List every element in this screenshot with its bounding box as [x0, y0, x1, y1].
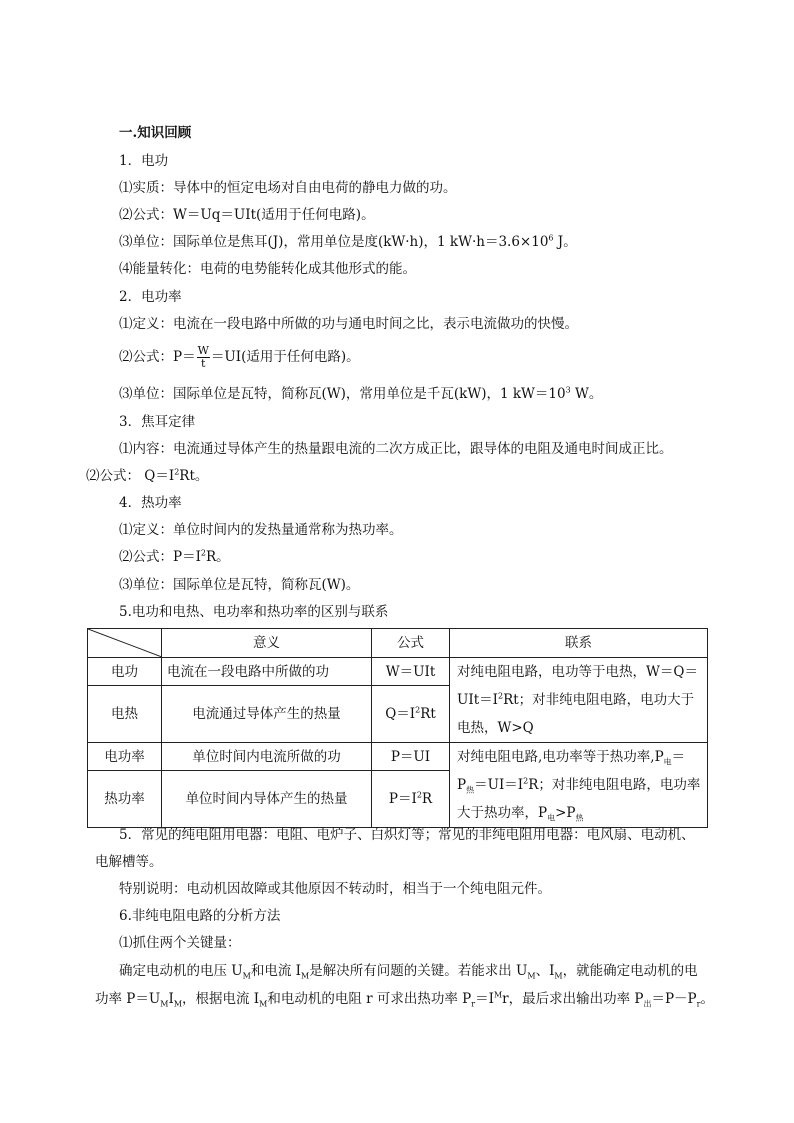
diagonal-line	[88, 629, 162, 657]
relation-power: 对纯电阻电路,电功率等于热功率$,P_电=$ $P_热=UI=I^2R$；对非纯电阻电路，电功率 大于热功率，$P_电>P_热$	[450, 743, 708, 828]
s5-title: 5.电功和电热、电功率和热功率的区别与联系	[119, 604, 389, 620]
s7-title: 6.非纯电阻电路的分析方法	[119, 908, 281, 924]
row-meaning: 单位时间内电流所做的功	[162, 743, 372, 771]
s2-line3: ⑶单位：国际单位是瓦特，简称瓦(W)，常用单位是千瓦(kW)，1 $kW=10^3$ W。	[119, 385, 603, 402]
s6-line2: 电解槽等。	[95, 854, 163, 870]
row-formula: $Q=I^2Rt$	[372, 686, 450, 743]
s7-line3: 功率 $P=U_MI_M$，根据电流 $I_M$和电动机的电阻 r 可求出热功率 $P_r=I^Mr$，最后求出输出功率 $P_出=P-P_r$。	[95, 990, 714, 1009]
diagonal-header-cell	[88, 629, 162, 658]
row-formula: $P=I^2R$	[372, 771, 450, 828]
row-name: 电热	[88, 686, 162, 743]
s1-title: 1．电功	[119, 153, 169, 169]
s4-line1: ⑴定义：单位时间内的发热量通常称为热功率。	[119, 522, 403, 538]
row-name: 热功率	[88, 771, 162, 828]
comparison-table	[87, 628, 708, 828]
s1-line1: ⑴实质：导体中的恒定电场对自由电荷的静电力做的功。	[119, 180, 457, 196]
s4-title: 4．热功率	[119, 495, 182, 511]
header-relation: 联系	[450, 629, 708, 658]
table-header-row	[88, 629, 708, 658]
table-row	[88, 743, 708, 771]
s7-line2: 确定电动机的电压 $U_M$和电流 $I_M$是解决所有问题的关键。若能求出 $U_M$、$I_M$，就能确定电动机的电	[119, 963, 698, 981]
header-meaning: 意义	[162, 629, 372, 658]
s2-title: 2．电功率	[119, 289, 182, 305]
s2-line1: ⑴定义：电流在一段电路中所做的功与通电时间之比，表示电流做功的快慢。	[119, 316, 578, 332]
s6-line1: 5．常见的纯电阻用电器：电阻、电炉子、白炽灯等；常见的非纯电阻用电器：电风扇、电动机、	[119, 827, 695, 843]
relation-work-heat: 对纯电阻电路，电功等于电热，W＝Q＝ $UIt=I^2Rt$；对非纯电阻电路，电功大于 电热，W>Q	[450, 658, 708, 743]
s1-line2: ⑵公式：W＝Uq＝UIt(适用于任何电路)。	[119, 207, 375, 223]
header-formula: 公式	[372, 629, 450, 658]
row-meaning: 单位时间内导体产生的热量	[162, 771, 372, 828]
s1-line4: ⑷能量转化：电荷的电势能转化成其他形式的能。	[119, 261, 416, 277]
row-name: 电功	[88, 658, 162, 686]
s3-line2: ⑵公式： $Q=I^2Rt$。	[86, 467, 209, 484]
s1-line3: ⑶单位：国际单位是焦耳(J)，常用单位是度(kW·h)，1 $kW\cdot h=3.6\times 10^6$ J。	[119, 233, 577, 250]
s6-line3: 特别说明：电动机因故障或其他原因不转动时，相当于一个纯电阻元件。	[119, 881, 551, 897]
fraction: $\frac{W}{t}$	[197, 344, 209, 370]
row-meaning: 电流在一段电路中所做的功	[162, 658, 372, 686]
s2-line2: ⑵公式：P＝ $\frac{W}{t}$ ＝UI(适用于任何电路)。	[119, 344, 360, 370]
s3-title: 3．焦耳定律	[119, 414, 196, 430]
s7-line1: ⑴抓住两个关键量：	[119, 935, 241, 951]
row-name: 电功率	[88, 743, 162, 771]
section-heading: 一.知识回顾	[119, 125, 192, 141]
s4-line3: ⑶单位：国际单位是瓦特，简称瓦(W)。	[119, 577, 360, 593]
row-formula: P＝UI	[372, 743, 450, 771]
row-formula: W＝UIt	[372, 658, 450, 686]
table-row	[88, 658, 708, 686]
s3-line1: ⑴内容：电流通过导体产生的热量跟电流的二次方成正比，跟导体的电阻及通电时间成正比。	[119, 441, 673, 457]
s4-line2: ⑵公式：$P=I^2R$。	[119, 548, 230, 565]
row-meaning: 电流通过导体产生的热量	[162, 686, 372, 743]
